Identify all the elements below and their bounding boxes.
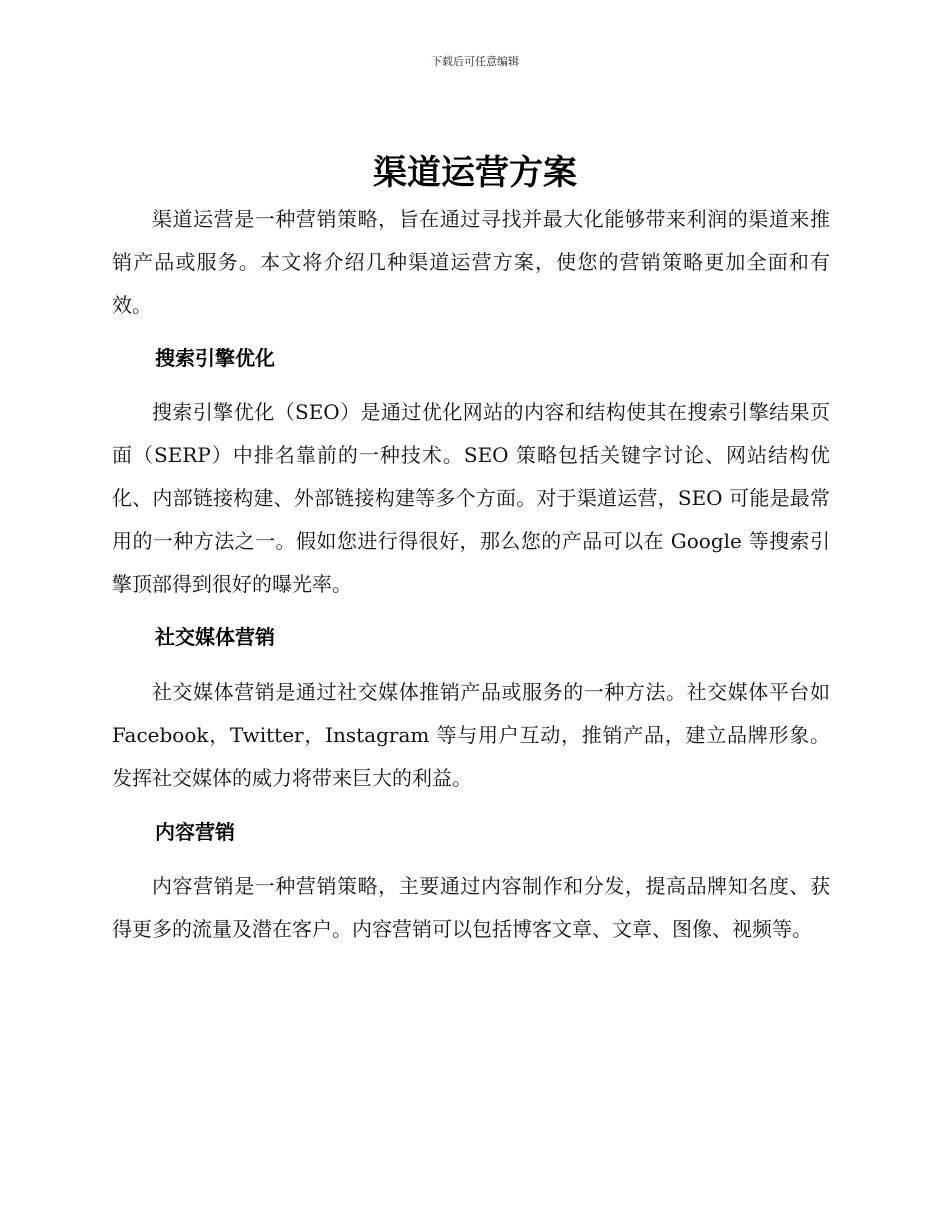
section-heading-social-media: 社交媒体营销 [155,625,275,649]
intro-paragraph: 渠道运营是一种营销策略，旨在通过寻找并最大化能够带来利润的渠道来推销产品或服务。本文将介绍几种渠道运营方案，使您的营销策略更加全面和有效。 [112,207,830,317]
section-paragraph-content-marketing: 内容营销是一种营销策略，主要通过内容制作和分发，提高品牌知名度、获得更多的流量及潜在客户。内容营销可以包括博客文章、文章、图像、视频等。 [112,874,830,941]
section-heading-seo: 搜索引擎优化 [155,346,275,370]
section-paragraph-seo: 搜索引擎优化（SEO）是通过优化网站的内容和结构使其在搜索引擎结果页面（SERP）中排名靠前的一种技术。SEO 策略包括关键字讨论、网站结构优化、内部链接构建、外部链接构建等多个方面。对于渠道运营，SEO 可能是最常用的一种方法之一。假如您进行得很好，那么您的产品可以在 Google 等搜索引擎顶部得到很好的曝光率。 [112,400,830,596]
section-paragraph-social-media: 社交媒体营销是通过社交媒体推销产品或服务的一种方法。社交媒体平台如 Facebook，Twitter，Instagram 等与用户互动，推销产品，建立品牌形象。发挥社交媒体的威力将带来巨大的利益。 [112,680,830,790]
running-header: 下载后可任意编辑 [431,55,519,68]
section-heading-content-marketing: 内容营销 [155,820,235,844]
document-title: 渠道运营方案 [373,153,577,193]
